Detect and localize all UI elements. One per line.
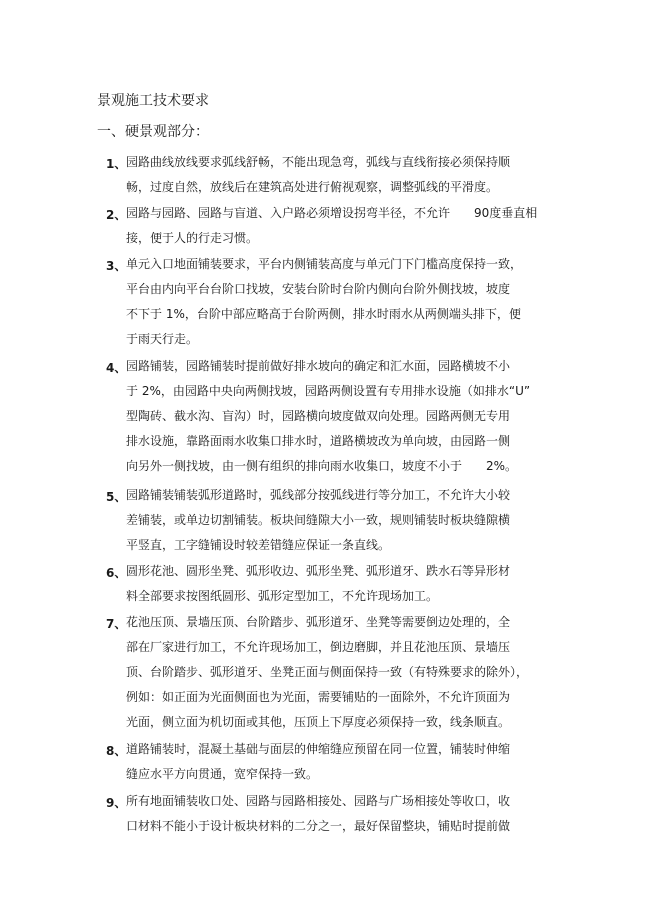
- item-number: 5、: [106, 490, 127, 504]
- item-line: 所有地面铺装收口处、园路与园路相接处、园路与广场相接处等收口，收: [126, 794, 511, 808]
- item-number: 6、: [106, 566, 127, 580]
- item-number: 8、: [106, 744, 127, 758]
- item-line: 缝应水平方向贯通，宽窄保持一致。: [126, 767, 319, 781]
- item-line: 畅，过度自然，放线后在建筑高处进行俯视观察，调整弧线的平滑度。: [126, 180, 499, 194]
- item-line: 于 2%，由园路中央向两侧找坡，园路两侧设置有专用排水设施（如排水“U”: [126, 384, 531, 398]
- document-title: 景观施工技术要求: [97, 93, 209, 109]
- item-line: 向另外一侧找坡，由一侧有组织的排向雨水收集口，坡度不小于 2%。: [126, 459, 518, 473]
- item-line: 花池压顶、景墙压顶、台阶踏步、弧形道牙、坐凳等需要倒边处理的，全: [126, 615, 511, 629]
- item-line: 例如：如正面为光面侧面也为光面，需要铺贴的一面除外，不允许顶面为: [126, 690, 511, 704]
- item-number: 7、: [106, 617, 127, 631]
- item-line: 园路铺装铺装弧形道路时，弧线部分按弧线进行等分加工，不允许大小较: [126, 488, 511, 502]
- item-line: 部在厂家进行加工，不允许现场加工，倒边磨脚，并且花池压顶、景墙压: [126, 640, 511, 654]
- item-line: 单元入口地面铺装要求，平台内侧铺装高度与单元门下门槛高度保持一致，: [126, 257, 523, 271]
- item-line: 口材料不能小于设计板块材料的二分之一，最好保留整块，铺贴时提前做: [126, 819, 511, 833]
- item-line: 不下于 1%，台阶中部应略高于台阶两侧，排水时雨水从两侧端头排下，便: [126, 307, 521, 321]
- item-line: 料全部要求按图纸圆形、弧形定型加工，不允许现场加工。: [126, 589, 439, 603]
- item-line: 道路铺装时，混凝土基础与面层的伸缩缝应预留在同一位置，铺装时伸缩: [126, 742, 511, 756]
- item-line: 光面，侧立面为机切面或其他，压顶上下厚度必须保持一致，线条顺直。: [126, 715, 511, 729]
- item-line: 平竖直，工字缝铺设时较差错缝应保证一条直线。: [126, 538, 391, 552]
- item-line: 顶、台阶踏步、弧形道牙、坐凳正面与侧面保持一致（有特殊要求的除外），: [126, 665, 529, 679]
- item-line: 园路与园路、园路与盲道、入户路必须增设拐弯半径，不允许 90度垂直相: [126, 206, 538, 220]
- item-number: 1、: [106, 157, 127, 171]
- item-line: 平台由内向平台台阶口找坡，安装台阶时台阶内侧向台阶外侧找坡，坡度: [126, 282, 511, 296]
- item-number: 4、: [106, 361, 127, 375]
- item-line: 接，便于人的行走习惯。: [126, 231, 259, 245]
- item-line: 园路铺装，园路铺装时提前做好排水坡向的确定和汇水面，园路横坡不小: [126, 359, 511, 373]
- item-line: 差铺装，或单边切割铺装。板块间缝隙大小一致，规则铺装时板块缝隙横: [126, 513, 511, 527]
- item-line: 圆形花池、圆形坐凳、弧形收边、弧形坐凳、弧形道牙、跌水石等异形材: [126, 564, 511, 578]
- item-number: 3、: [106, 259, 127, 273]
- item-line: 型陶砖、截水沟、盲沟）时，园路横向坡度做双向处理。园路两侧无专用: [126, 409, 511, 423]
- item-line: 于雨天行走。: [126, 332, 199, 346]
- item-number: 2、: [106, 208, 127, 222]
- item-line: 园路曲线放线要求弧线舒畅，不能出现急弯，弧线与直线衔接必须保持顺: [126, 155, 511, 169]
- section-heading: 一、硬景观部分：: [97, 124, 209, 140]
- item-line: 排水设施，靠路面雨水收集口排水时，道路横坡改为单向坡，由园路一侧: [126, 434, 511, 448]
- item-number: 9、: [106, 796, 127, 810]
